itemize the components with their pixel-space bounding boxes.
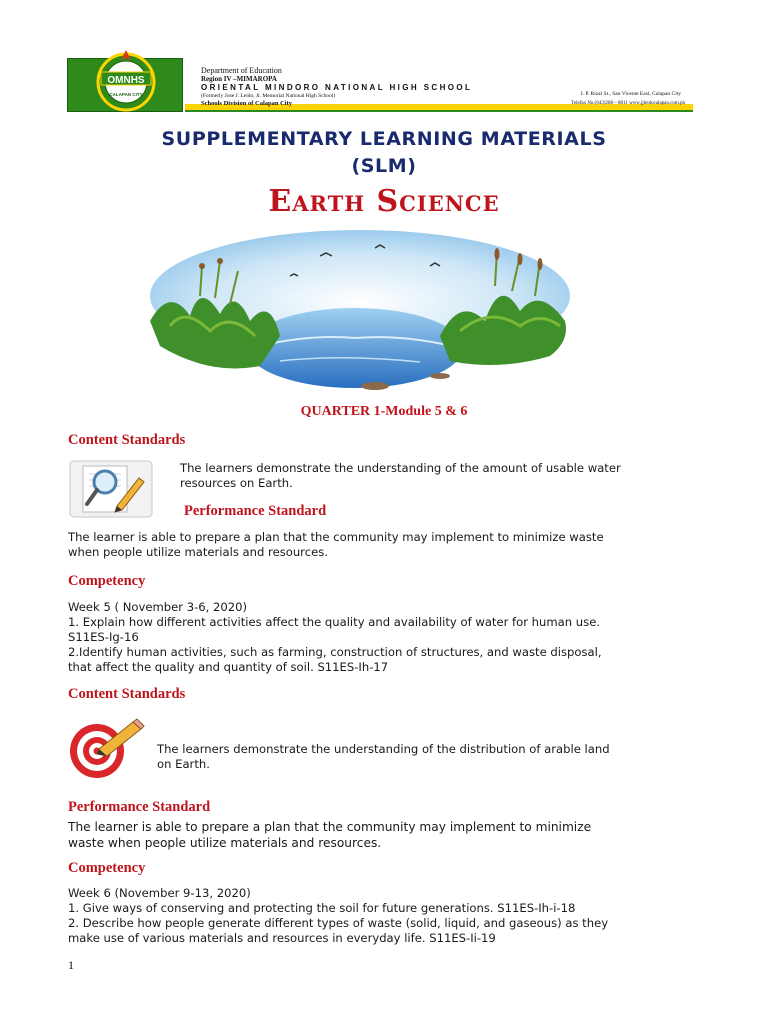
performance-standard-text-2-line-1: The learner is able to prepare a plan that the community may implement to minimize xyxy=(68,820,592,834)
school-address: J. P. Rizal St., San Vicente East, Calapan City xyxy=(580,91,681,97)
school-former-name: (Formerly Jose J. Leido, Jr. Memorial National High School) xyxy=(201,93,336,99)
competency-list-2 xyxy=(68,886,748,946)
subject-title: Earth Science xyxy=(268,184,500,219)
seal-subtext: CALAPAN CITY xyxy=(109,92,143,97)
page-number: 1 xyxy=(68,958,74,972)
department-name: Department of Education xyxy=(201,66,282,75)
content-standards-text-2 xyxy=(157,742,737,772)
division-name: Schools Division of Calapan City xyxy=(201,100,293,107)
competency-1-line: Week 5 ( November 3-6, 2020) xyxy=(68,600,248,614)
performance-standard-text-2-line-2: waste when people utilize materials and resources. xyxy=(68,836,382,850)
competency-heading-1: Competency xyxy=(68,573,146,589)
content-standards-heading-2: Content Standards xyxy=(68,686,186,702)
school-name: ORIENTAL MINDORO NATIONAL HIGH SCHOOL xyxy=(201,83,473,92)
competency-1-line: S11ES-Ig-16 xyxy=(68,630,139,644)
school-seal-logo xyxy=(93,46,159,112)
competency-list-1 xyxy=(68,600,748,675)
quarter-module-label: QUARTER 1-Module 5 & 6 xyxy=(300,404,468,419)
performance-standard-text-1-line-1: The learner is able to prepare a plan that the community may implement to minimize waste xyxy=(68,530,604,544)
performance-standard-text-2 xyxy=(68,819,748,851)
header-info-panel xyxy=(185,58,693,112)
region-name: Region IV –MIMAROPA xyxy=(201,75,277,83)
content-standards-text-2-line-1: The learners demonstrate the understanding of the distribution of arable land xyxy=(157,742,610,756)
competency-2-line: 1. Give ways of conserving and protecting the soil for future generations. S11ES-Ih-i-18 xyxy=(68,901,576,915)
seal-text: OMNHS xyxy=(107,75,145,86)
competency-1-line: 1. Explain how different activities affect the quality and availability of water for human use. xyxy=(68,615,601,629)
content-standards-text-1-line-2: resources on Earth. xyxy=(180,476,293,490)
content-standards-text-2-line-2: on Earth. xyxy=(157,757,210,771)
competency-2-line: make use of various materials and resources in everyday life. S11ES-Ii-19 xyxy=(68,931,496,945)
content-standards-heading-1: Content Standards xyxy=(68,432,186,448)
document-title-abbreviation: (SLM) xyxy=(351,155,417,177)
document-title: SUPPLEMENTARY LEARNING MATERIALS xyxy=(161,128,607,150)
competency-1-line: 2.Identify human activities, such as farming, construction of structures, and waste disposal, xyxy=(68,645,602,659)
school-contact: Telefax No.(043)288 – 8811 www.jjleidocalapan.com.ph xyxy=(571,101,685,106)
pond-illustration xyxy=(140,226,580,394)
competency-2-line: 2. Describe how people generate different types of waste (solid, liquid, and gaseous) as they xyxy=(68,916,609,930)
competency-heading-2: Competency xyxy=(68,860,146,876)
school-header-banner xyxy=(67,46,693,112)
magnifier-pencil-icon xyxy=(69,460,153,518)
performance-standard-text-1 xyxy=(68,530,748,560)
target-pencil-icon xyxy=(67,718,145,780)
performance-standard-heading-2: Performance Standard xyxy=(68,799,211,815)
competency-2-line: Week 6 (November 9-13, 2020) xyxy=(68,886,251,900)
content-standards-text-1 xyxy=(180,461,740,491)
content-standards-text-1-line-1: The learners demonstrate the understanding of the amount of usable water xyxy=(180,461,621,475)
performance-standard-heading-1: Performance Standard xyxy=(184,503,327,519)
competency-1-line: that affect the quality and quantity of soil. S11ES-Ih-17 xyxy=(68,660,389,674)
performance-standard-text-1-line-2: when people utilize materials and resources. xyxy=(68,545,328,559)
